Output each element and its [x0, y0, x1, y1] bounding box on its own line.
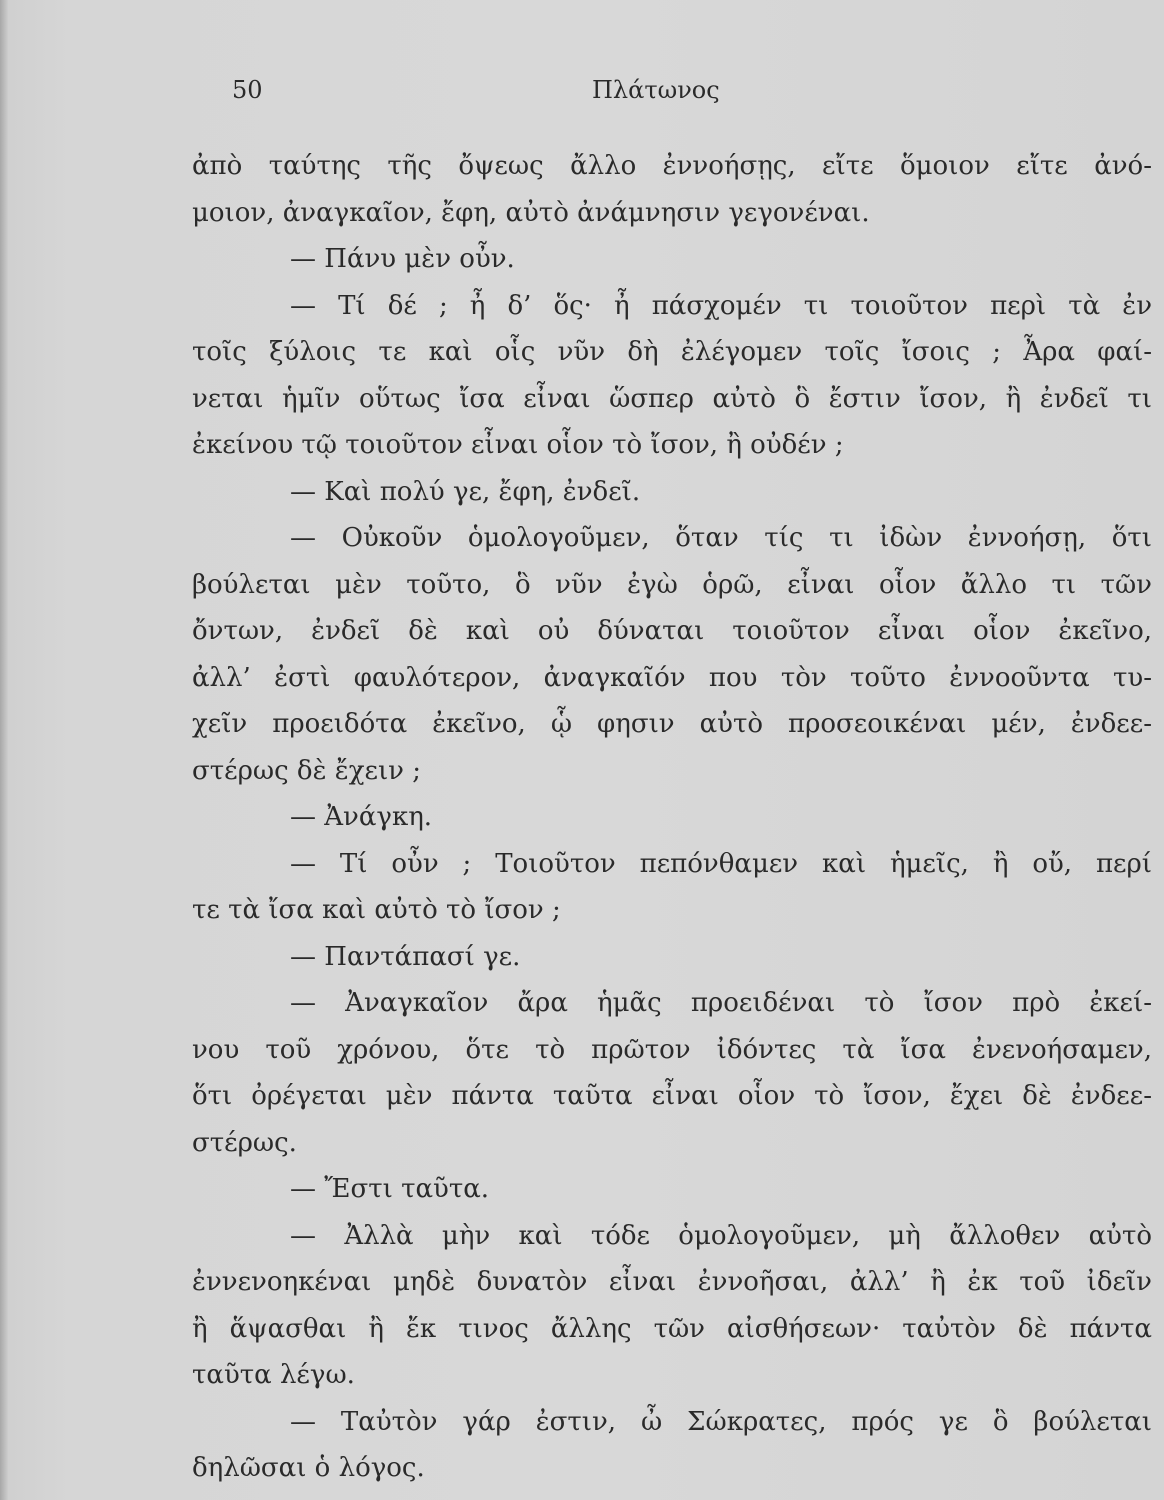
text-line: — Ταὐτὸν γάρ ἐστιν, ὦ Σώκρατες, πρός γε ὃ βούλεται [290, 1406, 1152, 1437]
text-line: ταῦτα λέγω. [192, 1360, 355, 1390]
text-line: νου τοῦ χρόνου, ὅτε τὸ πρῶτον ἰδόντες τὰ ἴσα ἐνενοήσαμεν, [192, 1034, 1152, 1065]
text-line: στέρως. [192, 1127, 297, 1158]
text-line: χεῖν προειδότα ἐκεῖνο, ᾧ φησιν αὐτὸ προσεοικέναι μέν, ἐνδεε- [192, 709, 1152, 739]
page-header [232, 76, 792, 116]
running-title: Πλάτωνος [592, 76, 720, 104]
text-line: — Καὶ πολύ γε, ἔφη, ἐνδεῖ. [290, 476, 641, 507]
text-line: ἀλλ’ ἐστὶ φαυλότερον, ἀναγκαῖόν που τὸν τοῦτο ἐννοοῦντα τυ- [192, 662, 1152, 693]
text-line: ἀπὸ ταύτης τῆς ὄψεως ἄλλο ἐννοήσῃς, εἴτε ὅμοιον εἴτε ἀνό- [192, 151, 1152, 181]
text-line: τοῖς ξύλοις τε καὶ οἷς νῦν δὴ ἐλέγομεν τοῖς ἴσοις ; Ἆρα φαί- [192, 337, 1152, 367]
text-line: — Ἀνάγκη. [290, 802, 433, 832]
text-line: — Οὐκοῦν ὁμολογοῦμεν, ὅταν τίς τι ἰδὼν ἐννοήσῃ, ὅτι [290, 523, 1152, 553]
page-edge [0, 0, 8, 1500]
text-line: μοιον, ἀναγκαῖον, ἔφη, αὐτὸ ἀνάμνησιν γεγονέναι. [192, 197, 870, 228]
text-line: — Ἔστι ταῦτα. [290, 1174, 490, 1204]
text-line: δηλῶσαι ὁ λόγος. [192, 1453, 425, 1483]
text-line: — Πάνυ μὲν οὖν. [290, 244, 515, 274]
body-text [192, 143, 1152, 1492]
text-line: ὅτι ὀρέγεται μὲν πάντα ταῦτα εἶναι οἷον τὸ ἴσον, ἔχει δὲ ἐνδεε- [192, 1081, 1152, 1111]
text-line: τε τὰ ἴσα καὶ αὐτὸ τὸ ἴσον ; [192, 895, 561, 925]
text-line: ἢ ἅψασθαι ἢ ἔκ τινος ἄλλης τῶν αἰσθήσεων· ταὐτὸν δὲ πάντα [192, 1313, 1152, 1344]
text-line: βούλεται μὲν τοῦτο, ὃ νῦν ἐγὼ ὁρῶ, εἶναι οἷον ἄλλο τι τῶν [192, 569, 1152, 600]
text-line: — Παντάπασί γε. [290, 941, 521, 972]
text-line: — Ἀναγκαῖον ἄρα ἡμᾶς προειδέναι τὸ ἴσον πρὸ ἐκεί- [290, 988, 1152, 1018]
text-line: — Ἀλλὰ μὴν καὶ τόδε ὁμολογοῦμεν, μὴ ἄλλοθεν αὐτὸ [290, 1220, 1152, 1251]
text-line: ἐκείνου τῷ τοιοῦτον εἶναι οἷον τὸ ἴσον, ἢ οὐδέν ; [192, 430, 844, 460]
text-line: στέρως δὲ ἔχειν ; [192, 755, 421, 786]
text-line: — Τί δέ ; ἦ δ’ ὅς· ἦ πάσχομέν τι τοιοῦτον περὶ τὰ ἐν [290, 290, 1152, 321]
text-line: ὄντων, ἐνδεῖ δὲ καὶ οὐ δύναται τοιοῦτον εἶναι οἷον ἐκεῖνο, [192, 616, 1152, 646]
text-line: — Τί οὖν ; Τοιοῦτον πεπόνθαμεν καὶ ἡμεῖς, ἢ οὔ, περί [290, 848, 1152, 879]
text-line: νεται ἡμῖν οὕτως ἴσα εἶναι ὥσπερ αὐτὸ ὃ ἔστιν ἴσον, ἢ ἐνδεῖ τι [192, 383, 1152, 414]
page-number: 50 [232, 76, 263, 104]
text-line: ἐννενοηκέναι μηδὲ δυνατὸν εἶναι ἐννοῆσαι, ἀλλ’ ἢ ἐκ τοῦ ἰδεῖν [192, 1267, 1152, 1297]
